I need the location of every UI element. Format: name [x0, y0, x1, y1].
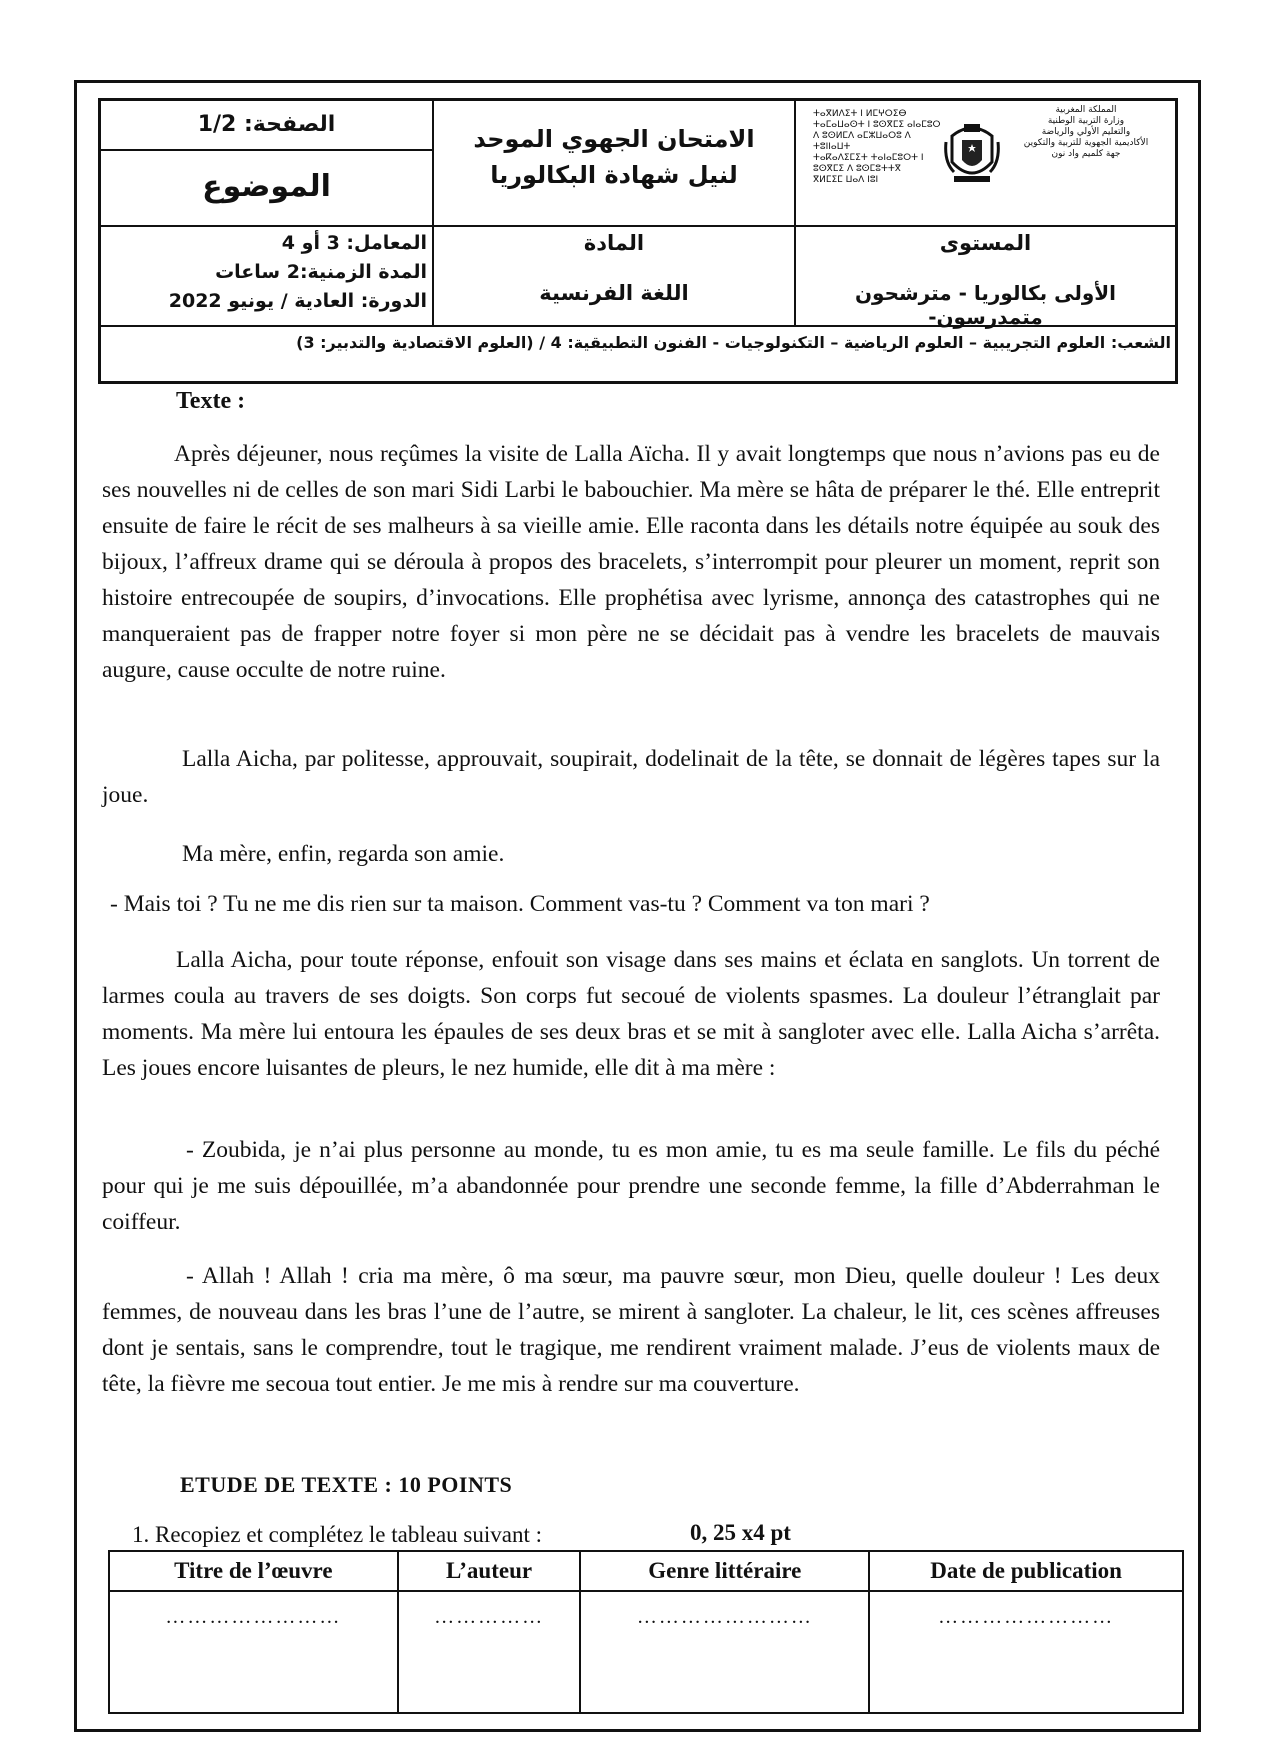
- page-number: الصفحة: 1/2: [197, 112, 336, 137]
- answer-table: [108, 1550, 1184, 1714]
- text-heading: Texte :: [176, 388, 246, 414]
- table-cell: ……………………: [109, 1591, 398, 1713]
- paragraph: Après déjeuner, nous reçûmes la visite de Lalla Aïcha. Il y avait longtemps que nous n’avions pas eu de ses nouvelles ni de celles de son mari Sidi Larbi le babouchier. Ma mère se hâta de préparer le thé. Elle entreprit ensuite de faire le récit de ses malheurs à sa vieille amie. Elle raconta dans les détails notre équipée au souk des bijoux, l’affreux drame qui se déroula à propos des bracelets, s’interrompit pour pleurer un moment, reprit son histoire entrecoupée de soupirs, d’invocations. Elle prophétisa avec lyrisme, annonça des catastrophes qui ne manqueraient pas de frapper notre foyer si mon père ne se décidait pas à vendre les bracelets de mauvais augure, cause occulte de notre ruine.: [102, 441, 1160, 683]
- matter-value: اللغة الفرنسية: [539, 281, 689, 305]
- exam-header: [98, 98, 1178, 384]
- ministry-tifinagh: ⵜⴰⴳⵍⴷⵉⵜ ⵏ ⵍⵎⵖⵔⵉⴱ ⵜⴰⵎⴰⵡⴰⵙⵜ ⵏ ⵓⵙⴳⵎⵉ ⴰⵏⴰⵎⵓⵔ ⴷ ⵓⵙⵍⵎⴷ ⴰⵎⵣⵡⴰⵔⵓ ⴷ ⵜⵓⵏⵏⴰⵡⵜ ⵜⴰⴽⴰⴷⵉⵎⵉⵜ ⵜⴰⵏⴰⵎⵓⵔⵜ ⵏ ⵓⵙⴳⵎⵉ ⴷ ⵓⵙⵎⵓⵜⵜⴳ ⴳⵍⵎⵉⵎ ⵡⴰⴷ ⵏⵓⵏ: [813, 109, 941, 185]
- level-value: الأولى بكالوريا - مترشحون متمدرسون-: [854, 281, 1117, 329]
- table-cell: ……………: [398, 1591, 581, 1713]
- question-1: 1. Recopiez et complétez le tableau suivant :: [132, 1522, 543, 1547]
- session: الدورة: العادية / يونيو 2022: [168, 290, 427, 312]
- table-header-row: [109, 1551, 1183, 1591]
- ministry-arabic: المملكة المغربية وزارة التربية الوطنية والتعليم الأولي والرياضة الأكاديمية الجهوية للتربية والتكوين جهة كلميم واد نون: [1023, 105, 1149, 159]
- level-label: المستوى: [939, 231, 1032, 255]
- question-points: 0, 25 x4 pt: [690, 1520, 791, 1545]
- subject-label: الموضوع: [202, 169, 331, 204]
- exam-details: [109, 229, 427, 316]
- table-header: Titre de l’œuvre: [109, 1551, 398, 1591]
- paragraph: Ma mère, enfin, regarda son amie.: [182, 841, 505, 867]
- paragraph: - Allah ! Allah ! cria ma mère, ô ma sœur, ma pauvre sœur, mon Dieu, quelle douleur ! Les deux femmes, de nouveau dans les bras l’une de l’autre, se mirent à sangloter. La chaleur, le lit, ces scènes affreuses dont je sentais, sans le comprendre, tout le tragique, me rendirent vraiment malade. J’eus de violents maux de tête, la fièvre me secoua tout entier. Je me mis à rendre sur ma couverture.: [102, 1263, 1160, 1397]
- paragraph: - Zoubida, je n’ai plus personne au monde, tu es mon amie, tu es ma seule famille. Le fils du péché pour qui je me suis dépouillée, m’a abandonnée pour prendre une seconde femme, la fille d’Abderrahman le coiffeur.: [102, 1137, 1160, 1235]
- table-row: [109, 1591, 1183, 1713]
- table-header: Date de publication: [869, 1551, 1183, 1591]
- exam-title-line2: لنيل شهادة البكالوريا: [490, 161, 738, 189]
- duration: المدة الزمنية:2 ساعات: [215, 261, 427, 283]
- exam-title-line1: الامتحان الجهوي الموحد: [473, 125, 755, 153]
- table-cell: ……………………: [869, 1591, 1183, 1713]
- header-divider: [101, 225, 1175, 227]
- paragraph: - Mais toi ? Tu ne me dis rien sur ta maison. Comment vas-tu ? Comment va ton mari ?: [110, 891, 930, 917]
- paragraph: Lalla Aicha, pour toute réponse, enfouit son visage dans ses mains et éclata en sanglots. Un torrent de larmes coula au travers de ses doigts. Son corps fut secoué de violents spasmes. La douleur l’étranglait par moments. Ma mère lui entoura les épaules de ses deux bras et se mit à sangloter avec elle. Lalla Aicha s’arrêta. Les joues encore luisantes de pleurs, le nez humide, elle dit à ma mère :: [102, 947, 1160, 1081]
- section-title: ETUDE DE TEXTE : 10 POINTS: [180, 1472, 513, 1497]
- matter-label: المادة: [583, 231, 645, 255]
- table-header: L’auteur: [398, 1551, 581, 1591]
- branches: الشعب: العلوم التجريبية – العلوم الرياضية – التكنولوجيات - الفنون التطبيقية: 4 / (العلوم الاقتصادية والتدبير: 3): [296, 333, 1171, 352]
- coefficient: المعامل: 3 أو 4: [281, 232, 427, 254]
- moroccan-emblem-icon: [944, 122, 1000, 186]
- table-header: Genre littéraire: [580, 1551, 869, 1591]
- exam-title: [434, 121, 794, 193]
- table-cell: ……………………: [580, 1591, 869, 1713]
- paragraph: Lalla Aicha, par politesse, approuvait, soupirait, dodelinait de la tête, se donnait de légères tapes sur la joue.: [102, 746, 1160, 808]
